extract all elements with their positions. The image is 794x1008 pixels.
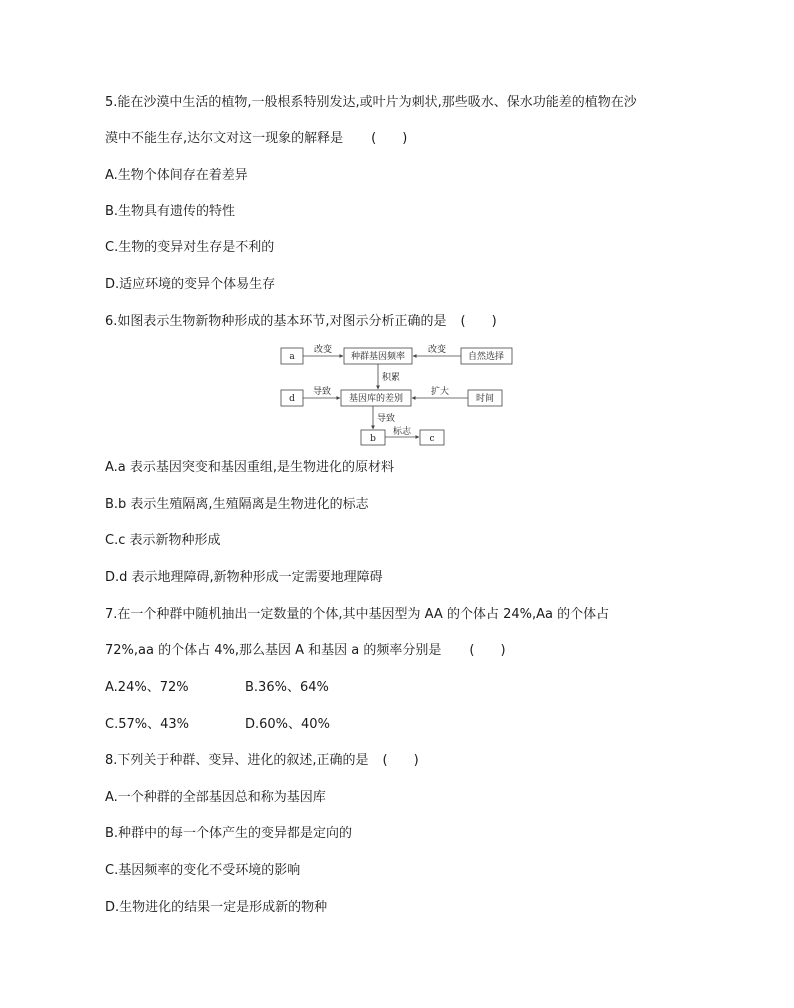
label-pool-cause: 导致 [377,414,396,424]
q7-stem-line2 [105,643,506,659]
label-accumulate: 积累 [382,373,401,383]
q8-stem-text: 8.下列关于种群、变异、进化的叙述,正确的是 [105,753,369,768]
box-d-label: d [289,394,295,404]
q5-option-a: A.生物个体间存在着差异 [105,168,248,183]
q6-answer-paren: ( ) [460,314,497,329]
q7-answer-paren: ( ) [469,643,506,658]
q5-answer-paren: ( ) [371,131,408,146]
q8-option-c: C.基因频率的变化不受环境的影响 [105,863,301,878]
q8-option-d: D.生物进化的结果一定是形成新的物种 [105,900,328,915]
q7-option-b: B.36%、64% [245,680,329,695]
q5-option-d: D.适应环境的变异个体易生存 [105,277,276,292]
q6-stem-text: 6.如图表示生物新物种形成的基本环节,对图示分析正确的是 [105,314,447,329]
box-a-label: a [289,352,295,362]
label-a-change: 改变 [313,345,333,355]
box-b-label: b [370,434,376,444]
label-d-cause: 导致 [312,387,332,397]
label-selection-change: 改变 [427,345,447,355]
q5-option-b: B.生物具有遗传的特性 [105,204,236,219]
box-gene-frequency-label: 种群基因频率 [350,352,406,362]
q5-option-c: C.生物的变异对生存是不利的 [105,240,275,255]
q8-option-a: A.一个种群的全部基因总和称为基因库 [105,790,326,805]
q6-stem [105,314,497,330]
q7-stem-text: 72%,aa 的个体占 4%,那么基因 A 和基因 a 的频率分别是 [105,643,442,658]
label-b-mark: 标志 [392,427,412,437]
q6-option-b: B.b 表示生殖隔离,生殖隔离是生物进化的标志 [105,497,369,512]
q6-option-c: C.c 表示新物种形成 [105,533,221,548]
label-time-enlarge: 扩大 [430,387,450,397]
q7-option-a: A.24%、72% [105,680,189,695]
q7-stem-line1: 7.在一个种群中随机抽出一定数量的个体,其中基因型为 AA 的个体占 24%,Aa 的个体占 [105,607,610,622]
q7-option-row-2 [105,717,330,733]
box-time-label: 时间 [475,394,495,404]
speciation-diagram [280,343,520,447]
q7-option-d: D.60%、40% [245,717,330,732]
q5-stem-line2 [105,131,407,147]
q6-option-d: D.d 表示地理障碍,新物种形成一定需要地理障碍 [105,570,383,585]
box-natural-selection-label: 自然选择 [467,352,505,362]
q5-stem-text: 漠中不能生存,达尔文对这一现象的解释是 [105,131,344,146]
q7-option-c: C.57%、43% [105,717,189,732]
q8-stem [105,753,419,769]
q7-option-row-1 [105,680,329,696]
q5-stem-line1: 5.能在沙漠中生活的植物,一般根系特别发达,或叶片为刺状,那些吸水、保水功能差的植物在沙 [105,95,637,110]
q8-answer-paren: ( ) [382,753,419,768]
q8-option-b: B.种群中的每一个体产生的变异都是定向的 [105,826,353,841]
box-gene-pool-difference-label: 基因库的差别 [348,394,404,404]
q6-option-a: A.a 表示基因突变和基因重组,是生物进化的原材料 [105,460,395,475]
box-c-label: c [429,434,435,444]
